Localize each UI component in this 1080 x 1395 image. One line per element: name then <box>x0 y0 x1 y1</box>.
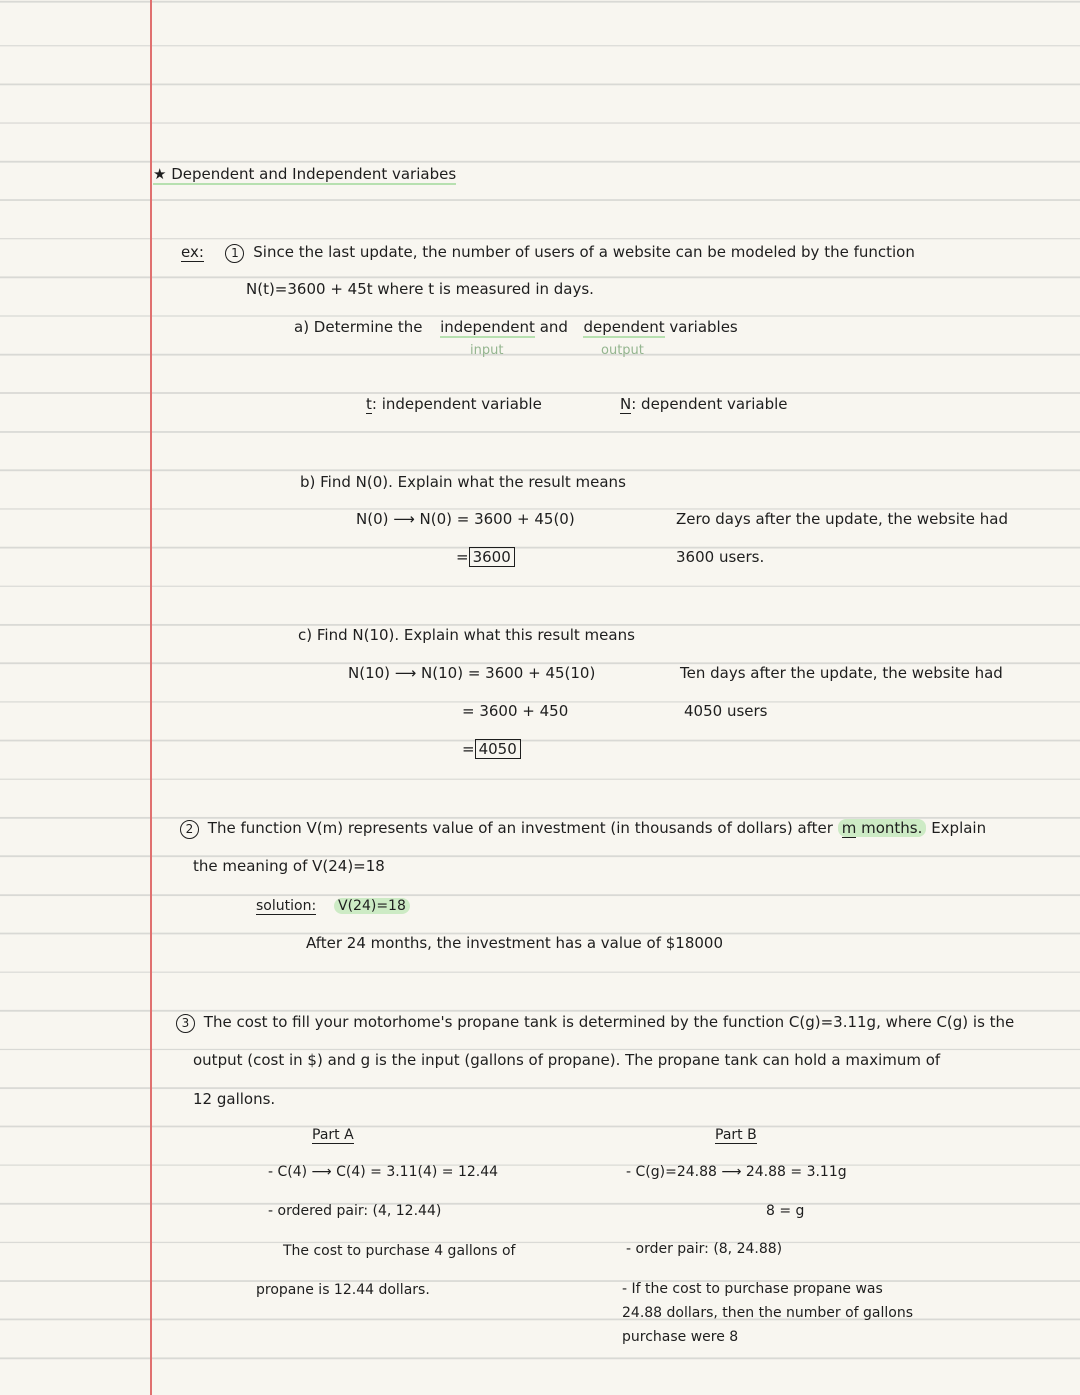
part-b-line-3: - order pair: (8, 24.88) <box>626 1241 783 1257</box>
variable-m: m <box>841 819 857 837</box>
ex3-line-3: 12 gallons. <box>193 1090 276 1108</box>
months-word: months. <box>861 819 923 837</box>
part-a-label-text: Part A <box>312 1127 354 1143</box>
equals-sign: = <box>456 548 469 566</box>
ex-label: ex: <box>181 243 204 261</box>
ex2-line-1 <box>180 820 986 839</box>
ex1-intro-line-1 <box>181 244 915 263</box>
part-b-label-text: Part B <box>715 1127 757 1143</box>
page-title <box>153 167 456 182</box>
number-circle-1: 1 <box>225 244 244 263</box>
margin-line <box>150 0 152 1395</box>
answer-a-independent <box>366 397 542 412</box>
ex3-line-1-text: The cost to fill your motorhome's propane tank is determined by the function C(g)=3.11g, where C(g) is the <box>203 1013 1015 1031</box>
solution-label-text: solution: <box>256 898 317 914</box>
work-b-result <box>456 550 515 565</box>
boxed-answer-4050: 4050 <box>475 739 521 759</box>
explanation-b-line-2: 3600 users. <box>676 548 765 566</box>
ex1-function-line: N(t)=3600 + 45t where t is measured in days. <box>246 280 594 298</box>
question-a-suffix: variables <box>669 318 738 336</box>
ex3-line-2: output (cost in $) and g is the input (gallons of propane). The propane tank can hold a maximum of <box>193 1051 941 1069</box>
ex3-line-1 <box>176 1014 1014 1033</box>
variable-n: N <box>620 395 632 413</box>
question-b: b) Find N(0). Explain what the result means <box>300 473 626 491</box>
ex2-answer: After 24 months, the investment has a value of $18000 <box>306 934 724 952</box>
number-circle-2: 2 <box>180 820 199 839</box>
ex2-line-1-text: The function V(m) represents value of an investment (in thousands of dollars) after <box>207 819 833 837</box>
explanation-b-line-1: Zero days after the update, the website had <box>676 510 1008 528</box>
ex2-line-2: the meaning of V(24)=18 <box>193 857 385 875</box>
boxed-answer-3600: 3600 <box>469 547 515 567</box>
ex1-line-1-text: Since the last update, the number of users of a website can be modeled by the function <box>253 243 915 261</box>
independent-word: independent <box>440 318 535 336</box>
dependent-word: dependent <box>583 318 665 336</box>
answer-a-dependent <box>620 397 787 412</box>
work-c-result <box>462 742 521 757</box>
work-c-line-2: = 3600 + 450 <box>462 702 569 720</box>
solution-label <box>256 899 316 913</box>
equals-sign: = <box>462 740 475 758</box>
question-a <box>294 320 738 335</box>
part-b-line-2: 8 = g <box>766 1203 805 1219</box>
part-b-label <box>715 1128 757 1142</box>
solution-equation <box>334 899 410 913</box>
hint-input: input <box>470 343 504 358</box>
number-circle-3: 3 <box>176 1014 195 1033</box>
and-word: and <box>539 318 568 336</box>
answer-a-independent-text: : independent variable <box>371 395 542 413</box>
question-a-prefix: a) Determine the <box>294 318 423 336</box>
work-c-line-1: N(10) ⟶ N(10) = 3600 + 45(10) <box>348 664 596 682</box>
part-a-line-3: The cost to purchase 4 gallons of <box>283 1243 516 1259</box>
explain-word: Explain <box>931 819 987 837</box>
solution-equation-text: V(24)=18 <box>334 898 410 914</box>
part-b-line-6: purchase were 8 <box>622 1329 739 1345</box>
variable-t: t <box>366 395 372 413</box>
work-b-line-1: N(0) ⟶ N(0) = 3600 + 45(0) <box>356 510 575 528</box>
part-b-line-5: 24.88 dollars, then the number of gallons <box>622 1305 914 1321</box>
months-highlight <box>838 819 927 837</box>
part-a-label <box>312 1128 354 1142</box>
answer-a-dependent-text: : dependent variable <box>631 395 788 413</box>
explanation-c-line-1: Ten days after the update, the website had <box>680 664 1003 682</box>
hint-output: output <box>601 343 644 358</box>
part-b-line-4: - If the cost to purchase propane was <box>622 1281 883 1297</box>
part-a-line-4: propane is 12.44 dollars. <box>256 1282 430 1298</box>
part-b-line-1: - C(g)=24.88 ⟶ 24.88 = 3.11g <box>626 1164 847 1180</box>
question-c: c) Find N(10). Explain what this result means <box>298 626 635 644</box>
part-a-line-2: - ordered pair: (4, 12.44) <box>268 1203 442 1219</box>
explanation-c-line-2: 4050 users <box>684 702 768 720</box>
page-title-text: ★ Dependent and Independent variabes <box>153 165 457 183</box>
part-a-line-1: - C(4) ⟶ C(4) = 3.11(4) = 12.44 <box>268 1164 499 1180</box>
